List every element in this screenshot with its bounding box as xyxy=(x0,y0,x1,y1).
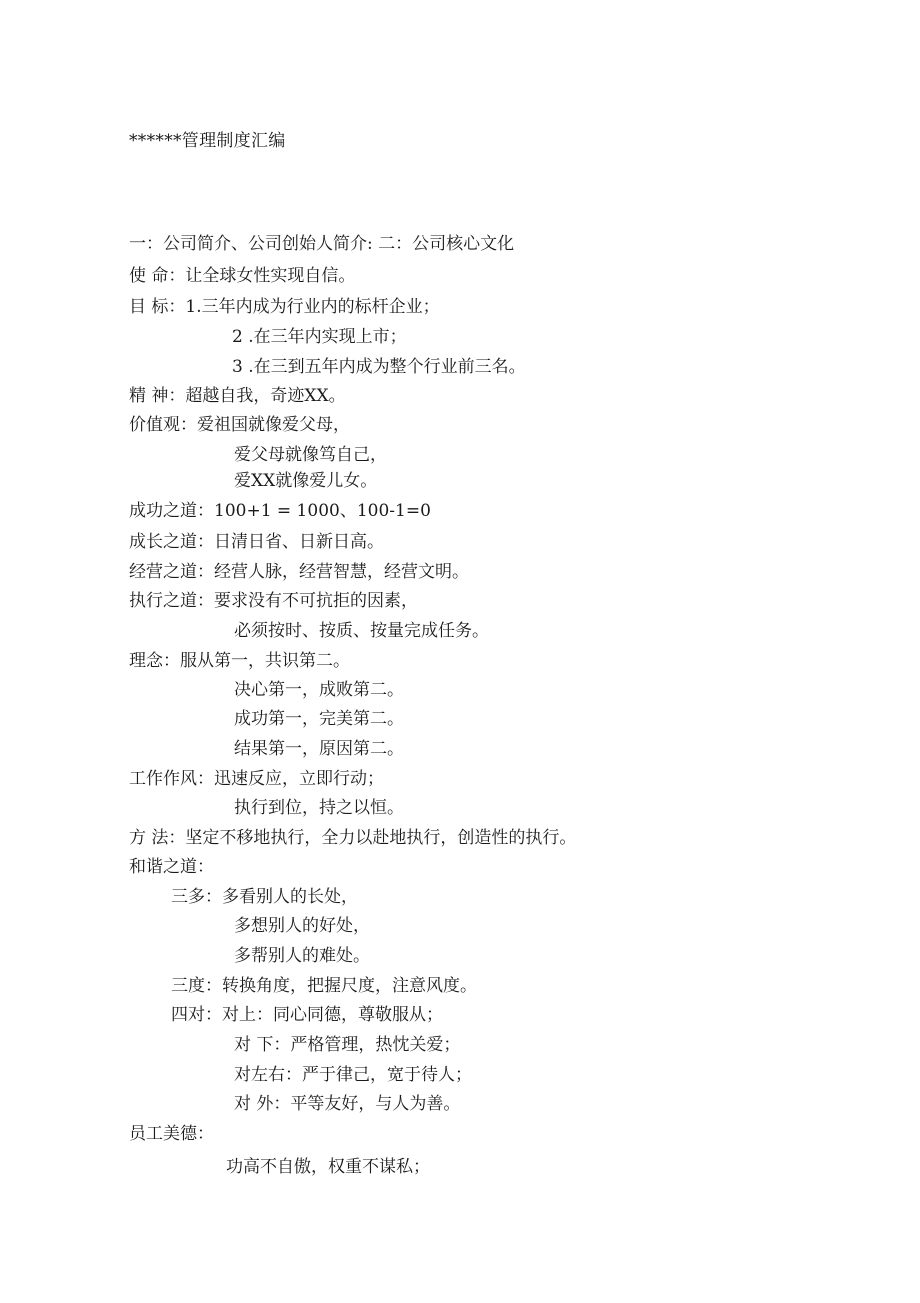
text-line-four-pairs-4: 对 外：平等友好，与人为善。 xyxy=(234,1094,461,1114)
text-line-three-more: 三多：多看别人的长处， xyxy=(171,887,358,907)
text-line-execution: 执行之道：要求没有不可抗拒的因素， xyxy=(129,591,418,611)
text-line-values-3: 爱XX就像爱儿女。 xyxy=(234,471,378,491)
text-line-success: 成功之道：100+1 = 1000、100-1=0 xyxy=(129,501,431,521)
section-heading: 一：公司简介、公司创始人简介: 二：公司核心文化 xyxy=(129,234,515,254)
text-line-philosophy-2: 决心第一，成败第二。 xyxy=(234,680,404,700)
text-line-growth: 成长之道：日清日省、日新日高。 xyxy=(129,532,384,552)
text-line-mission: 使 命：让全球女性实现自信。 xyxy=(129,266,356,286)
text-line-method: 方 法：坚定不移地执行，全力以赴地执行，创造性的执行。 xyxy=(129,828,577,848)
text-line-four-pairs-3: 对左右：严于律己，宽于待人； xyxy=(234,1065,472,1085)
document-title: ******管理制度汇编 xyxy=(129,131,286,151)
text-line-philosophy-3: 成功第一，完美第二。 xyxy=(234,709,404,729)
text-line-virtues-2: 功高不自傲，权重不谋私； xyxy=(226,1157,430,1177)
text-line-goal-2: 2 .在三年内实现上市； xyxy=(232,327,407,347)
text-line-goal: 目 标：1.三年内成为行业内的标杆企业； xyxy=(129,297,440,317)
text-line-values: 价值观：爱祖国就像爱父母， xyxy=(129,415,350,435)
text-line-business: 经营之道：经营人脉，经营智慧，经营文明。 xyxy=(129,562,469,582)
text-line-harmony: 和谐之道： xyxy=(129,857,214,877)
text-line-three-more-2: 多想别人的好处， xyxy=(234,916,370,936)
text-line-work-style-2: 执行到位，持之以恒。 xyxy=(234,798,404,818)
text-line-four-pairs-2: 对 下：严格管理，热忱关爱； xyxy=(234,1035,461,1055)
text-line-values-2: 爱父母就像笃自己， xyxy=(234,445,387,465)
text-line-virtues: 员工美德： xyxy=(129,1124,214,1144)
text-line-spirit: 精 神：超越自我，奇迹XX。 xyxy=(129,386,346,406)
text-line-philosophy-4: 结果第一，原因第二。 xyxy=(234,739,404,759)
text-line-work-style: 工作作风：迅速反应，立即行动； xyxy=(129,769,384,789)
text-line-goal-3: 3 .在三到五年内成为整个行业前三名。 xyxy=(232,357,526,377)
text-line-execution-2: 必须按时、按质、按量完成任务。 xyxy=(234,621,489,641)
text-line-four-pairs: 四对：对上：同心同德，尊敬服从； xyxy=(171,1005,443,1025)
text-line-philosophy: 理念：服从第一，共识第二。 xyxy=(129,651,350,671)
text-line-three-degrees: 三度：转换角度，把握尺度，注意风度。 xyxy=(171,976,477,996)
text-line-three-more-3: 多帮别人的难处。 xyxy=(234,946,370,966)
